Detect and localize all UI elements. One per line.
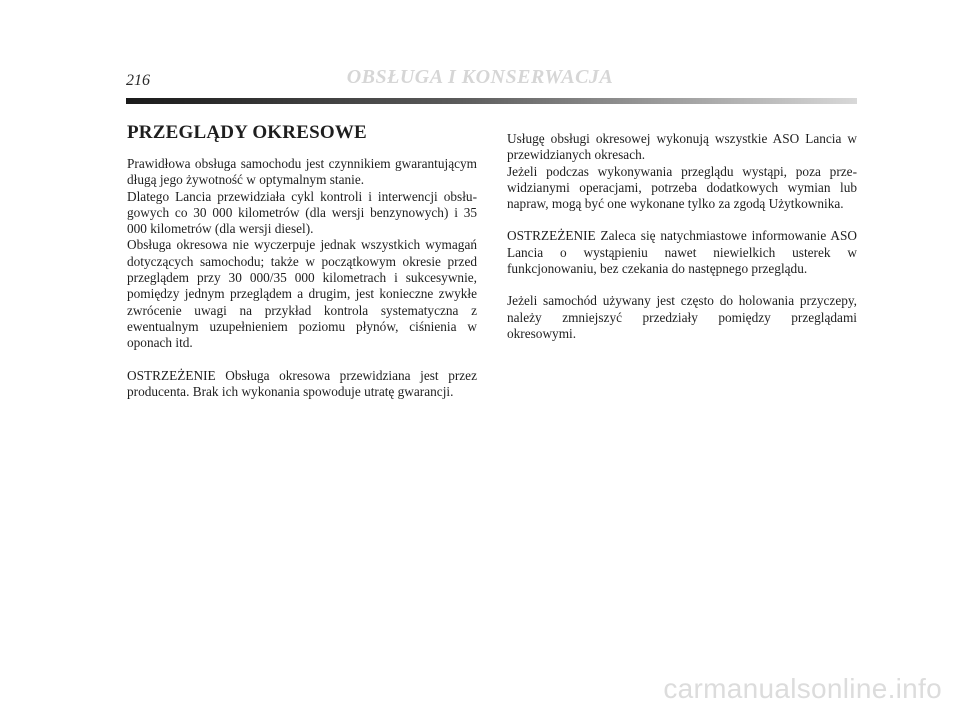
- warning-report-faults: OSTRZEŻENIE Zaleca się natychmiastowe informowanie ASO Lancia o wystąpieniu nawet niewielkich usterek w funkcjonowaniu, bez czekania do następnego przeglądu.: [507, 228, 857, 277]
- header-rule: [126, 98, 857, 104]
- spacer: [507, 277, 857, 293]
- section-heading: PRZEGLĄDY OKRESOWE: [127, 122, 367, 143]
- paragraph-towing: Jeżeli samochód używany jest często do holowania przyczepy, należy zmniejszyć przedziały pomiędzy przeglądami okresowymi.: [507, 293, 857, 341]
- left-column: [127, 121, 477, 400]
- spacer: [127, 352, 477, 368]
- warning-warranty: OSTRZEŻENIE Obsługa okresowa przewidziana jest przez producenta. Brak ich wykonania spowoduje utratę gwarancji.: [127, 367, 477, 399]
- paragraph-intro: Prawidłowa obsługa samochodu jest czynnikiem gwarantującym długą jego żywotność w optymalnym stanie.: [127, 156, 477, 188]
- section-title: OBSŁUGA I KONSERWACJA: [346, 66, 614, 88]
- spacer: [507, 212, 857, 228]
- paragraph-additional-repairs: Jeżeli podczas wykonywania przeglądu wystąpi, poza przewidzianymi operacjami, potrzeba dodatkowych wymian lub napraw, mogą być one wykonane tylko za zgodą Użytkownika.: [507, 163, 857, 212]
- paragraph-aso-service: Usługę obsługi okresowej wykonują wszystkie ASO Lancia w przewidzianych okresach.: [507, 131, 857, 163]
- paragraph-maintenance-checks: Obsługa okresowa nie wyczerpuje jednak wszystkich wymagań dotyczących samochodu; także w początkowym okresie przed przeglądem przy 30 000/35 000 kilometrach i sukcesywnie, pomiędzy jednym przeglądem a drugim, jest konieczne zwykłe zwrócenie uwagi na przykład kontrola systematyczna z ewentualnym uzupełnieniem poziomu płynów, ciśnienia w oponach itd.: [127, 237, 477, 351]
- page-number: 216: [126, 72, 150, 89]
- right-column: [507, 131, 857, 342]
- paragraph-service-interval: Dlatego Lancia przewidziała cykl kontroli i interwencji obsługowych co 30 000 kilometrów (dla wersji benzynowych) i 35 000 kilometrów (dla wersji diesel).: [127, 188, 477, 237]
- watermark: carmanualsonline.info: [663, 673, 942, 704]
